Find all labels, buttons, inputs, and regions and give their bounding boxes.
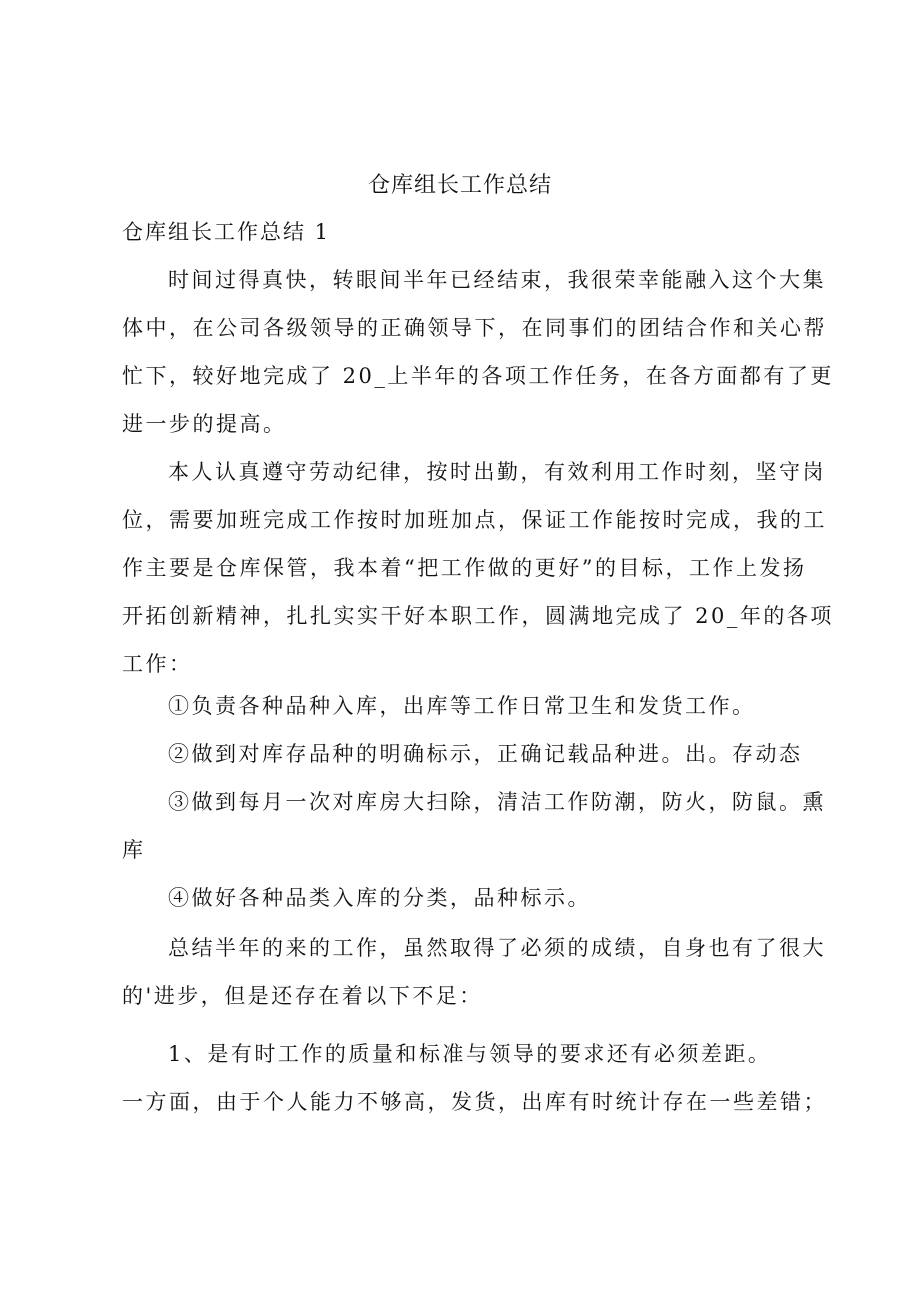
list-item-4 [122,874,822,922]
section-heading: 仓库组长工作总结 1 [122,220,331,244]
paragraph-work-discipline [122,448,834,688]
text-line: ④做好各种品类入库的分类，品种标示。 [168,886,591,910]
text-line: 总结半年的来的工作，虽然取得了必须的成绩，自身也有了很大 [168,936,826,960]
text-line: ②做到对库存品种的明确标示，正确记载品种进。出。存动态 [168,742,803,766]
list-item-1 [122,682,822,730]
paragraph-shortcoming-1 [122,1030,822,1078]
list-item-3 [122,778,826,874]
text-line: 时间过得真快，转眼间半年已经结束，我很荣幸能融入这个大集 [168,268,826,292]
text-line: 本人认真遵守劳动纪律，按时出勤，有效利用工作时刻，坚守岗 [168,460,826,484]
text-line: 1、是有时工作的质量和标准与领导的要求还有必须差距。 [168,1042,772,1066]
text-line: 工作： [122,652,193,676]
text-line: 体中，在公司各级领导的正确领导下，在同事们的团结合作和关心帮 [122,316,827,340]
text-line: 位，需要加班完成工作按时加班加点，保证工作能按时完成，我的工 [122,508,827,532]
document-title: 仓库组长工作总结 [367,173,552,198]
paragraph-intro [122,256,834,448]
text-line: 库 [122,838,146,862]
text-line: 作主要是仓库保管，我本着“把工作做的更好”的目标，工作上发扬 [122,556,807,580]
paragraph-shortcoming-detail [122,1078,827,1126]
text-line: ①负责各种品种入库，出库等工作日常卫生和发货工作。 [168,694,756,718]
text-line: 一方面，由于个人能力不够高，发货，出库有时统计存在一些差错； [122,1090,827,1114]
text-line: 的'进步，但是还存在着以下不足： [122,984,483,1008]
text-line: 开拓创新精神，扎扎实实干好本职工作，圆满地完成了 20_年的各项 [122,604,834,628]
text-line: ③做到每月一次对库房大扫除，清洁工作防潮，防火，防鼠。熏 [168,790,826,814]
text-line: 忙下，较好地完成了 20_上半年的各项工作任务，在各方面都有了更 [122,364,834,388]
list-item-2 [122,730,822,778]
paragraph-summary [122,924,826,1020]
text-line: 进一步的提高。 [122,412,287,436]
